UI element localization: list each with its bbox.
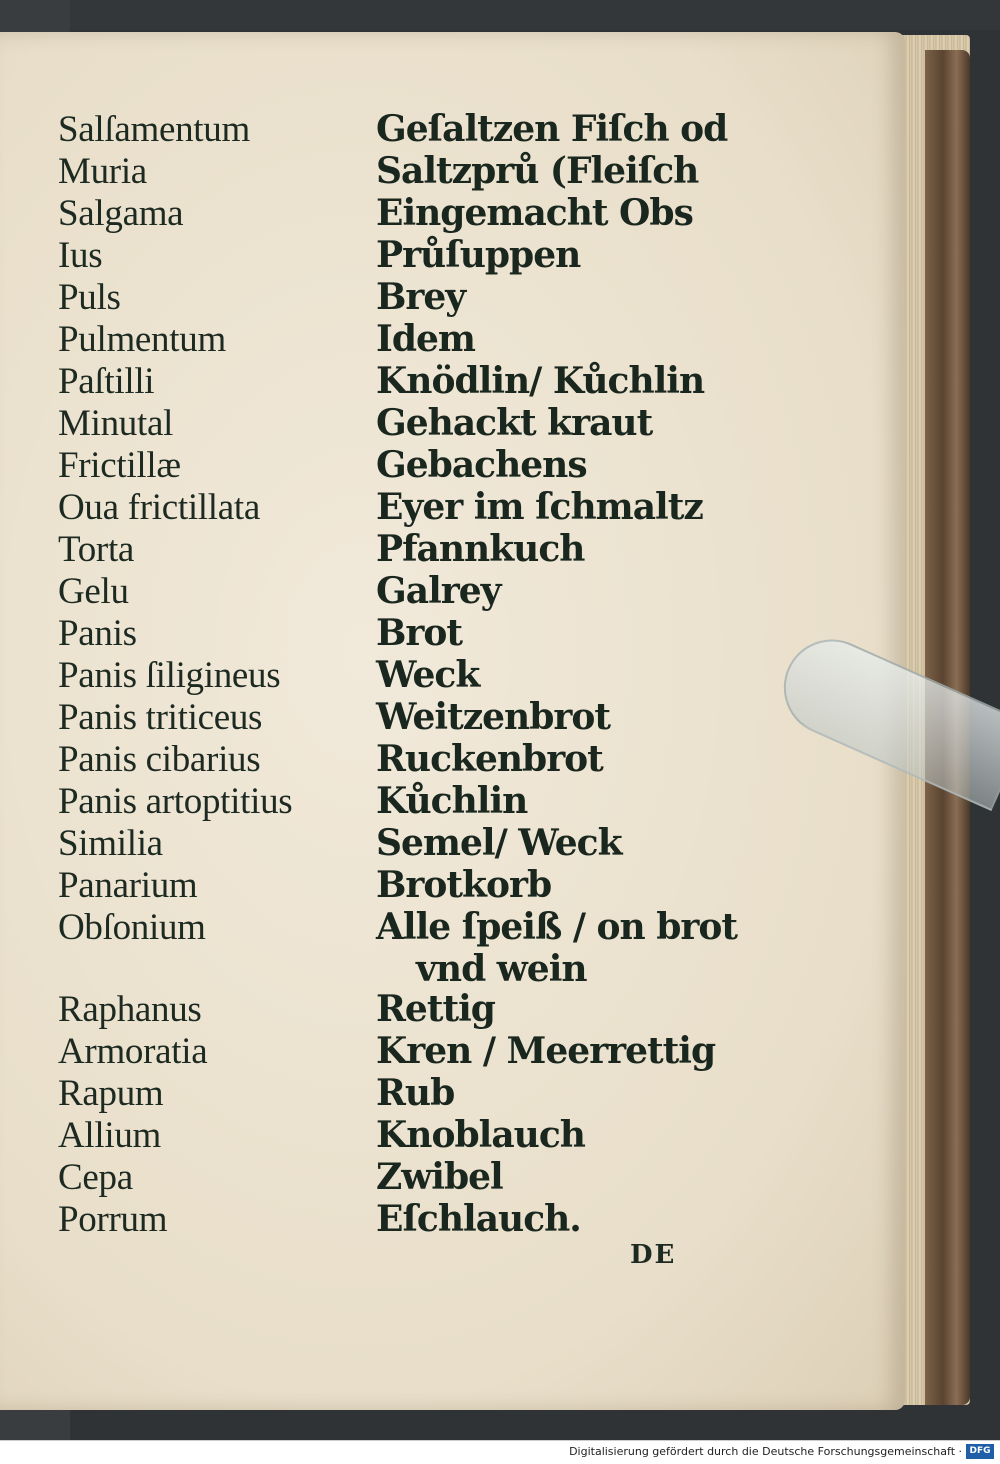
glossary-row [58, 1114, 758, 1156]
german-term: Semel/ Weck [376, 822, 622, 864]
german-term: Eyer im ſchmaltz [376, 486, 703, 528]
latin-term: Panis triticeus [58, 697, 263, 738]
german-term: Rub [376, 1072, 455, 1114]
german-term-line: Alle ſpeiß / on brot [376, 906, 738, 948]
glossary-row [58, 822, 758, 864]
german-term: Saltzprů (Fleiſch [376, 150, 699, 192]
glossary-row [58, 318, 758, 360]
glossary-row [58, 528, 758, 570]
latin-term: Panis [58, 613, 137, 654]
german-term: Knoblauch [376, 1114, 585, 1156]
glossary-row [58, 1030, 758, 1072]
glossary-row [58, 1198, 758, 1240]
latin-term: Paſtilli [58, 361, 155, 402]
latin-term: Obſonium [58, 907, 206, 948]
latin-term: Porrum [58, 1199, 168, 1240]
latin-term: Panis cibarius [58, 739, 261, 780]
glossary-row [58, 1156, 758, 1198]
german-term: Weck [376, 654, 480, 696]
latin-term: Panis ſiligineus [58, 655, 281, 696]
latin-term: Armoratia [58, 1031, 208, 1072]
german-term: Brot [376, 612, 463, 654]
latin-term: Panis artoptitius [58, 781, 293, 822]
latin-term: Torta [58, 529, 135, 570]
glossary-row [58, 570, 758, 612]
latin-term: Gelu [58, 571, 129, 612]
german-term: Gehackt kraut [376, 402, 653, 444]
latin-term: Salſamentum [58, 109, 250, 150]
glossary-row [58, 864, 758, 906]
footer-bar [0, 1440, 1000, 1464]
funding-notice: Digitalisierung gefördert durch die Deutsche Forschungsgemeinschaft · [569, 1445, 962, 1458]
glossary-row [58, 276, 758, 318]
latin-term: Raphanus [58, 989, 202, 1030]
glossary-row [58, 1072, 758, 1114]
catchword: DE [630, 1240, 677, 1270]
glossary-row [58, 696, 758, 738]
glossary-row [58, 192, 758, 234]
german-term: Rettig [376, 988, 495, 1030]
german-term: Ruckenbrot [376, 738, 603, 780]
german-term: Kůchlin [376, 780, 528, 822]
latin-term: Allium [58, 1115, 162, 1156]
german-term: Brotkorb [376, 864, 552, 906]
glossary-row [58, 780, 758, 822]
glossary-row [58, 360, 758, 402]
glossary-row [58, 234, 758, 276]
glossary-row [58, 738, 758, 780]
glossary-row [58, 150, 758, 192]
glossary-row [58, 612, 758, 654]
latin-term: Rapum [58, 1073, 164, 1114]
german-term: Brey [376, 276, 466, 318]
german-term [376, 906, 737, 990]
german-term: Weitzenbrot [376, 696, 611, 738]
scan-backdrop [0, 0, 1000, 30]
german-term: Gebachens [376, 444, 587, 486]
glossary-row [58, 486, 758, 528]
glossary-row [58, 402, 758, 444]
german-term: Idem [376, 318, 476, 360]
german-term: Eingemacht Obs [376, 192, 693, 234]
latin-term: Oua frictillata [58, 487, 260, 528]
latin-term: Muria [58, 151, 147, 192]
latin-term: Minutal [58, 403, 174, 444]
german-term: Galrey [376, 570, 501, 612]
latin-term: Pulmentum [58, 319, 226, 360]
german-term: Knödlin/ Kůchlin [376, 360, 705, 402]
latin-term: Puls [58, 277, 121, 318]
glossary-row [58, 654, 758, 696]
latin-term: Panarium [58, 865, 198, 906]
latin-term: Similia [58, 823, 163, 864]
glossary-row [58, 988, 758, 1030]
german-term: Zwibel [376, 1156, 503, 1198]
german-term: Geſaltzen Fiſch od [376, 108, 728, 150]
glossary-row [58, 108, 758, 150]
german-term-continuation: vnd wein [416, 948, 587, 990]
german-term: Eſchlauch. [376, 1198, 581, 1240]
german-term: Průſuppen [376, 234, 581, 276]
latin-term: Cepa [58, 1157, 133, 1198]
glossary-row [58, 906, 758, 990]
latin-term: Salgama [58, 193, 184, 234]
german-term: Pfannkuch [376, 528, 585, 570]
german-term: Kren / Meerrettig [376, 1030, 716, 1072]
latin-term: Frictillæ [58, 445, 181, 486]
latin-term: Ius [58, 235, 103, 276]
dfg-logo-icon: DFG [966, 1444, 994, 1459]
glossary-row [58, 444, 758, 486]
